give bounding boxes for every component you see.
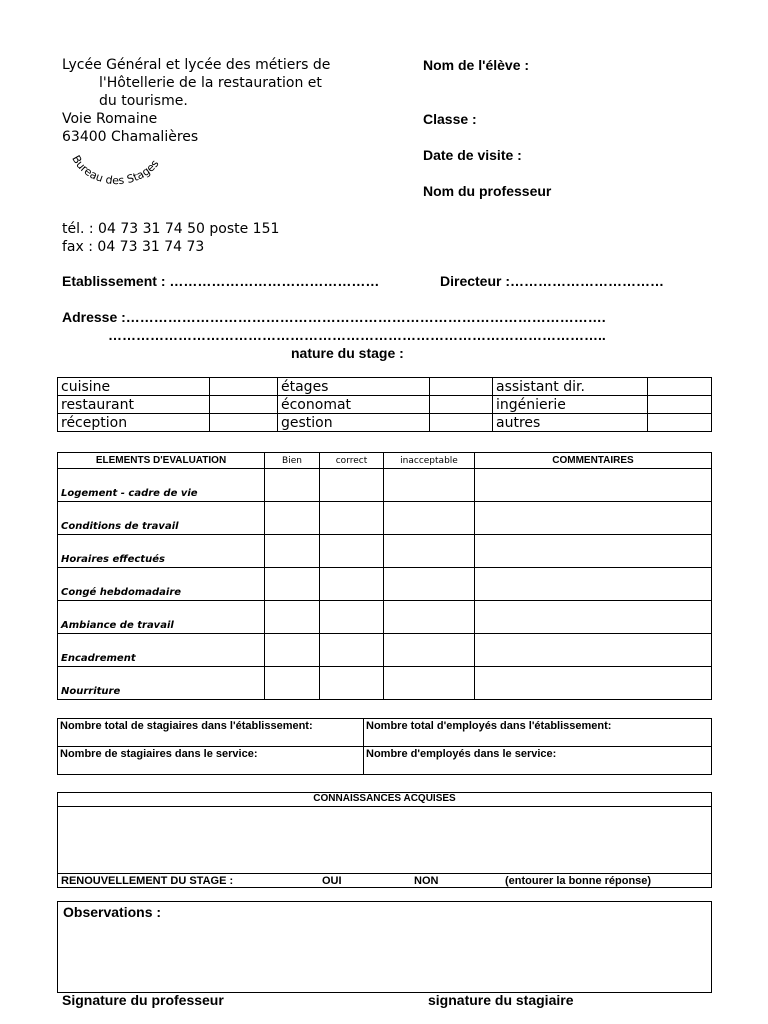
table-row bbox=[58, 502, 712, 535]
check-cell[interactable] bbox=[210, 414, 278, 432]
comment-cell[interactable] bbox=[475, 601, 712, 634]
bureau-des-stages-stamp bbox=[62, 148, 172, 208]
correct-cell[interactable] bbox=[320, 634, 384, 667]
inacceptable-cell[interactable] bbox=[384, 568, 475, 601]
school-name-line-1: Lycée Général et lycée des métiers de bbox=[62, 57, 331, 73]
school-name-line-3: du tourisme. bbox=[99, 93, 188, 109]
check-cell[interactable] bbox=[210, 378, 278, 396]
nature-title: nature du stage : bbox=[291, 345, 404, 361]
renewal-label: RENOUVELLEMENT DU STAGE : bbox=[61, 875, 234, 887]
table-row bbox=[58, 414, 712, 432]
correct-cell[interactable] bbox=[320, 469, 384, 502]
inacceptable-cell[interactable] bbox=[384, 469, 475, 502]
school-street: Voie Romaine bbox=[62, 111, 158, 127]
criterion-label: Conditions de travail bbox=[58, 502, 265, 535]
bien-cell[interactable] bbox=[265, 667, 320, 700]
evaluation-table bbox=[57, 452, 712, 700]
student-name-label[interactable]: Nom de l'élève : bbox=[423, 57, 530, 73]
correct-cell[interactable] bbox=[320, 667, 384, 700]
criterion-label: Logement - cadre de vie bbox=[58, 469, 265, 502]
check-cell[interactable] bbox=[430, 414, 493, 432]
criterion-label: Ambiance de travail bbox=[58, 601, 265, 634]
internship-nature-table bbox=[57, 377, 712, 432]
bien-cell[interactable] bbox=[265, 502, 320, 535]
school-address-block bbox=[62, 56, 374, 146]
comment-cell[interactable] bbox=[475, 502, 712, 535]
fax-number: fax : 04 73 31 74 73 bbox=[62, 239, 205, 255]
visit-date-label[interactable]: Date de visite : bbox=[423, 147, 522, 163]
option-reception: réception bbox=[58, 414, 210, 432]
table-row bbox=[58, 634, 712, 667]
address-field-line-2[interactable]: …………………………………………………………………………………………….. bbox=[108, 327, 606, 343]
total-interns-field[interactable]: Nombre total de stagiaires dans l'établissement: bbox=[58, 719, 364, 747]
option-assistant-dir: assistant dir. bbox=[493, 378, 648, 396]
option-autres: autres bbox=[493, 414, 648, 432]
school-city: 63400 Chamalières bbox=[62, 129, 199, 145]
director-field[interactable]: Directeur :…………………………… bbox=[440, 273, 665, 289]
criterion-label: Congé hebdomadaire bbox=[58, 568, 265, 601]
contact-block bbox=[62, 220, 279, 256]
bien-cell[interactable] bbox=[265, 568, 320, 601]
bien-cell[interactable] bbox=[265, 469, 320, 502]
header-bien: Bien bbox=[265, 453, 320, 469]
header-commentaires: COMMENTAIRES bbox=[475, 453, 712, 469]
check-cell[interactable] bbox=[648, 378, 712, 396]
phone-number: tél. : 04 73 31 74 50 poste 151 bbox=[62, 221, 280, 237]
inacceptable-cell[interactable] bbox=[384, 634, 475, 667]
teacher-name-label[interactable]: Nom du professeur bbox=[423, 183, 552, 199]
bien-cell[interactable] bbox=[265, 601, 320, 634]
table-row bbox=[58, 747, 712, 775]
service-employees-field[interactable]: Nombre d'employés dans le service: bbox=[364, 747, 712, 775]
check-cell[interactable] bbox=[430, 378, 493, 396]
criterion-label: Nourriture bbox=[58, 667, 265, 700]
class-label[interactable]: Classe : bbox=[423, 111, 477, 127]
option-economat: économat bbox=[278, 396, 430, 414]
stamp-text: Bureau des Stages bbox=[69, 153, 162, 188]
renewal-hint: (entourer la bonne réponse) bbox=[505, 875, 652, 887]
table-row bbox=[58, 719, 712, 747]
evaluation-header-row bbox=[58, 453, 712, 469]
comment-cell[interactable] bbox=[475, 469, 712, 502]
intern-signature-label: signature du stagiaire bbox=[428, 992, 574, 1008]
service-interns-field[interactable]: Nombre de stagiaires dans le service: bbox=[58, 747, 364, 775]
option-ingenierie: ingénierie bbox=[493, 396, 648, 414]
headcount-table bbox=[57, 718, 712, 775]
bien-cell[interactable] bbox=[265, 634, 320, 667]
criterion-label: Horaires effectués bbox=[58, 535, 265, 568]
table-row bbox=[58, 396, 712, 414]
table-row bbox=[58, 469, 712, 502]
comment-cell[interactable] bbox=[475, 667, 712, 700]
total-employees-field[interactable]: Nombre total d'employés dans l'établissement: bbox=[364, 719, 712, 747]
header-inacceptable: inacceptable bbox=[384, 453, 475, 469]
inacceptable-cell[interactable] bbox=[384, 535, 475, 568]
renewal-yes[interactable]: OUI bbox=[322, 875, 342, 887]
renewal-no[interactable]: NON bbox=[414, 875, 439, 887]
teacher-signature-label: Signature du professeur bbox=[62, 992, 224, 1008]
header-elements: ELEMENTS D'EVALUATION bbox=[58, 453, 265, 469]
check-cell[interactable] bbox=[430, 396, 493, 414]
table-row bbox=[58, 667, 712, 700]
observations-box[interactable] bbox=[57, 901, 712, 993]
comment-cell[interactable] bbox=[475, 634, 712, 667]
school-name-line-2: l'Hôtellerie de la restauration et bbox=[99, 75, 322, 91]
knowledge-title: CONNAISSANCES ACQUISES bbox=[58, 793, 711, 807]
criterion-label: Encadrement bbox=[58, 634, 265, 667]
option-etages: étages bbox=[278, 378, 430, 396]
check-cell[interactable] bbox=[210, 396, 278, 414]
table-row bbox=[58, 378, 712, 396]
renewal-row bbox=[58, 873, 711, 888]
address-field[interactable]: Adresse :…………………………………………………………………………………………. bbox=[62, 309, 606, 325]
table-row bbox=[58, 535, 712, 568]
observations-label: Observations : bbox=[63, 904, 162, 920]
inacceptable-cell[interactable] bbox=[384, 601, 475, 634]
correct-cell[interactable] bbox=[320, 568, 384, 601]
bien-cell[interactable] bbox=[265, 535, 320, 568]
correct-cell[interactable] bbox=[320, 502, 384, 535]
correct-cell[interactable] bbox=[320, 601, 384, 634]
option-restaurant: restaurant bbox=[58, 396, 210, 414]
inacceptable-cell[interactable] bbox=[384, 502, 475, 535]
establishment-field[interactable]: Etablissement : ……………………………………… bbox=[62, 273, 380, 289]
knowledge-box bbox=[57, 792, 712, 888]
comment-cell[interactable] bbox=[475, 535, 712, 568]
header-correct: correct bbox=[320, 453, 384, 469]
knowledge-area[interactable] bbox=[58, 807, 711, 873]
option-cuisine: cuisine bbox=[58, 378, 210, 396]
option-gestion: gestion bbox=[278, 414, 430, 432]
check-cell[interactable] bbox=[648, 414, 712, 432]
correct-cell[interactable] bbox=[320, 535, 384, 568]
check-cell[interactable] bbox=[648, 396, 712, 414]
inacceptable-cell[interactable] bbox=[384, 667, 475, 700]
table-row bbox=[58, 601, 712, 634]
table-row bbox=[58, 568, 712, 601]
comment-cell[interactable] bbox=[475, 568, 712, 601]
